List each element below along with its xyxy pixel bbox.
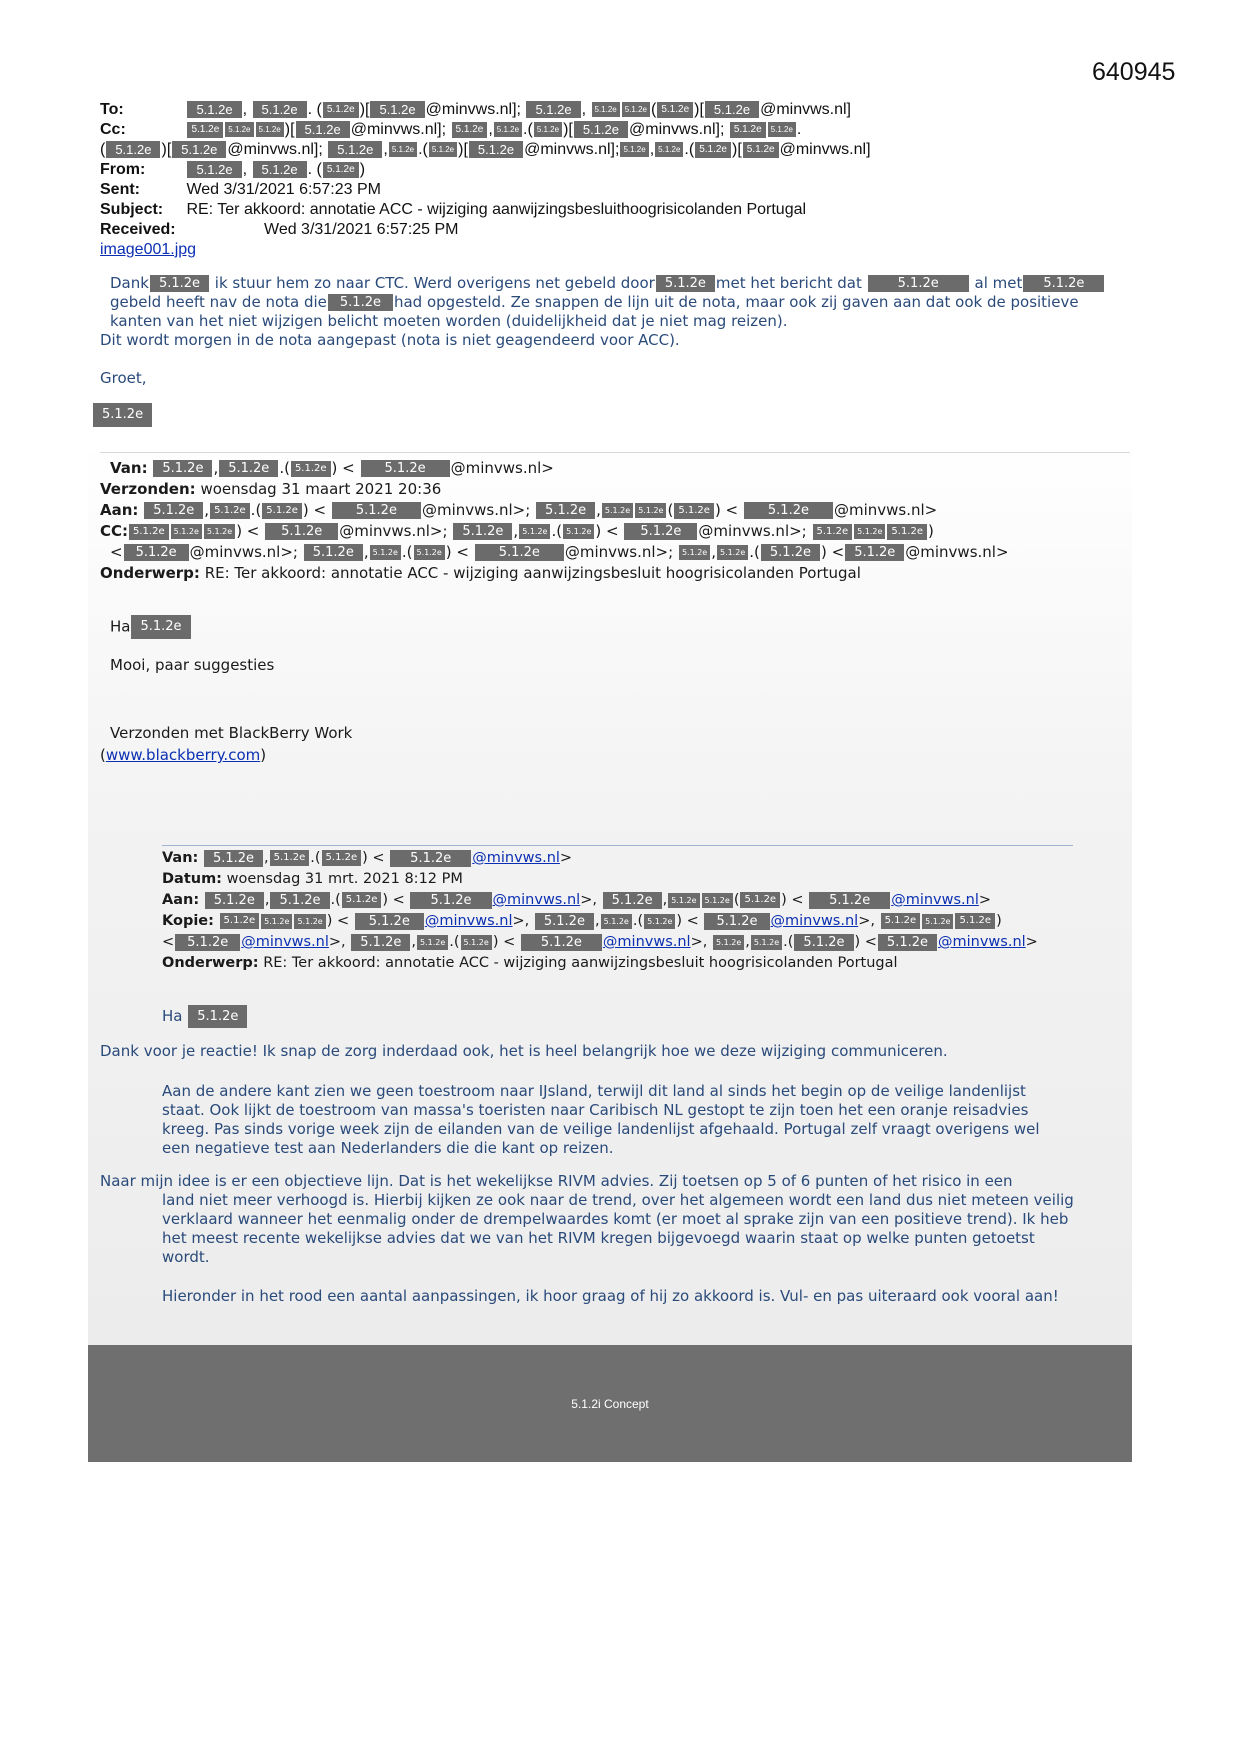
redaction: 5.1.2e (253, 101, 307, 118)
redaction: 5.1.2e (322, 850, 362, 866)
body-text: ik stuur hem zo naar CTC. Werd overigens net gebeld door (214, 274, 655, 292)
onderwerp-label: Onderwerp: (162, 955, 259, 971)
van-row: Van: 5.1.2e , 5.1.2e .( 5.1.2e ) < 5.1.2e @minvws.nl> (162, 850, 573, 866)
redaction: 5.1.2e (144, 502, 203, 519)
body-text: al met (974, 274, 1023, 292)
redaction: 5.1.2e (153, 460, 212, 477)
redaction: 5.1.2e (131, 615, 190, 639)
email-domain: @minvws.nl>; (698, 522, 807, 540)
redaction: 5.1.2e (150, 275, 209, 292)
email-domain: @minvws.nl> (905, 543, 1009, 561)
email3-paragraph (100, 1172, 1080, 1267)
redaction: 5.1.2e (713, 935, 744, 950)
email3-paragraph: Dank voor je reactie! Ik snap de zorg inderdaad ook, het is heel belangrijk hoe we deze wijziging communiceren. (100, 1042, 948, 1060)
redaction: 5.1.2e (809, 892, 890, 909)
redaction: 5.1.2e (187, 161, 241, 178)
received-label: Received: (100, 221, 176, 238)
redaction: 5.1.2e (794, 934, 853, 951)
redaction: 5.1.2e (494, 122, 522, 137)
subject-label: Subject: (100, 201, 164, 218)
redaction: 5.1.2e (854, 524, 885, 539)
redaction: 5.1.2e (878, 934, 937, 951)
redaction: 5.1.2e (93, 403, 152, 427)
redacted-attachment-block (88, 1345, 1132, 1462)
signature-redaction (92, 403, 1130, 427)
email3-paragraph: Aan de andere kant zien we geen toestroom naar IJsland, terwijl dit land al sinds het begin op de veilige landenlijst staat. Ook lijkt de toestroom van massa's toeristen naar Caribisch NL gestopt te zijn toen het een oranje reisadvies kreeg. Pas sinds vorige week zijn de eilanden van de veilige landenlijst afgehaald. Portugal zelf vraagt overigens wel een negatieve test aan Nederlanders die die kant op reizen. (162, 1082, 1040, 1157)
body-text: Ha (110, 617, 131, 636)
body-text: Ha (162, 1007, 183, 1025)
aan-row: Aan: 5.1.2e , 5.1.2e .( 5.1.2e ) < 5.1.2e @minvws.nl>, 5.1.2e , 5.1.2e 5.1.2e ( 5.1.2e ) < 5.1.2e @minvws.nl> (162, 892, 992, 908)
subject-value: RE: Ter akkoord: annotatie ACC - wijziging aanwijzingsbesluithoogrisicolanden Portugal (186, 201, 807, 218)
separator (162, 845, 1073, 846)
cc-label: CC: (100, 522, 129, 540)
signature-link-line (100, 745, 352, 766)
sent-label: Sent: (100, 181, 140, 198)
redaction: 5.1.2e (253, 161, 307, 178)
redaction: 5.1.2e (730, 122, 766, 138)
redaction: 5.1.2e (291, 461, 331, 477)
redaction: 5.1.2e (328, 294, 393, 311)
redaction: 5.1.2e (219, 460, 278, 477)
datum-label: Datum: (162, 871, 222, 887)
redaction: 5.1.2e (535, 913, 594, 930)
redaction: 5.1.2e (417, 935, 448, 950)
from-row: From: 5.1.2e , 5.1.2e . ( 5.1.2e ) (100, 161, 366, 178)
redaction: 5.1.2e (205, 892, 264, 909)
email2-header (100, 458, 1009, 584)
redaction: 5.1.2e (717, 545, 748, 560)
email-domain: @minvws.nl>; (339, 522, 448, 540)
to-label: To: (100, 101, 124, 118)
aan-row: Aan: 5.1.2e , 5.1.2e .( 5.1.2e ) < 5.1.2e @minvws.nl>; 5.1.2e , 5.1.2e 5.1.2e ( 5.1.2e ) < 5.1.2e @minvws.nl> (100, 501, 938, 519)
body-text: gebeld heeft nav de nota die (110, 293, 327, 311)
email1-paragraph: Dit wordt morgen in de nota aangepast (nota is niet geagendeerd voor ACC). (100, 331, 680, 349)
redaction: 5.1.2e (702, 893, 733, 908)
redaction: 5.1.2e (602, 503, 633, 518)
onderwerp-row (162, 953, 1038, 974)
redaction: 5.1.2e (668, 893, 699, 908)
signature-line: Verzonden met BlackBerry Work (110, 724, 353, 742)
redaction: 5.1.2e (106, 141, 160, 158)
cc-row-continued: < 5.1.2e @minvws.nl>; 5.1.2e , 5.1.2e .( 5.1.2e ) < 5.1.2e @minvws.nl>; 5.1.2e , 5.1.2e .( 5.1.2e ) < 5.1.2e @minvws.nl> (110, 543, 1009, 561)
body-text: met het bericht dat (715, 274, 862, 292)
paren: ( (100, 746, 106, 764)
email-link[interactable]: @minvws.nl (602, 934, 691, 950)
redaction: 5.1.2e (265, 523, 338, 540)
redaction: 5.1.2e (175, 934, 240, 951)
aan-label: Aan: (162, 892, 200, 908)
subject-row (100, 200, 871, 220)
redaction: 5.1.2e (881, 913, 921, 929)
body-line: Mooi, paar suggesties (110, 656, 275, 674)
email2-body (100, 615, 353, 766)
redaction: 5.1.2e (592, 102, 620, 117)
redaction: 5.1.2e (536, 502, 595, 519)
redaction: 5.1.2e (429, 142, 457, 157)
email-domain: @minvws.nl>; (564, 543, 674, 561)
received-row (100, 220, 871, 240)
redaction: 5.1.2e (761, 544, 820, 561)
attachment-link[interactable]: image001.jpg (100, 241, 197, 258)
attachment-row (100, 240, 871, 260)
redaction: 5.1.2e (521, 934, 602, 951)
body-text: Naar mijn idee is er een objectieve lijn. Dat is het wekelijkse RIVM advies. Zij toetsen op 5 of 6 punten of het risico in een (100, 1172, 1013, 1190)
redaction: 5.1.2e (390, 850, 471, 867)
redaction: 5.1.2e (603, 892, 662, 909)
redaction: 5.1.2e (469, 141, 523, 158)
email-link[interactable]: @minvws.nl (492, 892, 581, 908)
cc-label: Cc: (100, 121, 126, 138)
email-link[interactable]: @minvws.nl (891, 892, 979, 908)
redaction: 5.1.2e (370, 101, 424, 118)
redaction: 5.1.2e (813, 524, 853, 540)
redaction: 5.1.2e (256, 122, 284, 137)
email-domain: @minvws.nl]; (227, 141, 323, 158)
redaction: 5.1.2e (188, 1005, 247, 1028)
redaction: 5.1.2e (674, 503, 714, 519)
email-link[interactable]: @minvws.nl (770, 913, 859, 929)
redacted-attachment-label: 5.1.2i Concept (571, 1397, 649, 1411)
blackberry-link[interactable]: www.blackberry.com (105, 746, 261, 764)
redaction: 5.1.2e (370, 545, 401, 560)
van-row: Van: 5.1.2e , 5.1.2e .( 5.1.2e ) < 5.1.2e @minvws.nl> (110, 459, 554, 477)
redaction: 5.1.2e (705, 101, 759, 118)
email-domain: @minvws.nl> (833, 501, 938, 519)
redaction: 5.1.2e (414, 545, 445, 560)
cc-row: Cc: 5.1.2e 5.1.2e 5.1.2e )[ 5.1.2e @minvws.nl]; 5.1.2e , 5.1.2e .( 5.1.2e )[ 5.1.2e @minvws.nl]; 5.1.2e 5.1.2e . (100, 121, 802, 138)
email-link[interactable]: @minvws.nl (938, 934, 1026, 950)
redaction: 5.1.2e (624, 523, 697, 540)
redaction: 5.1.2e (187, 101, 241, 118)
redaction: 5.1.2e (740, 892, 780, 908)
redaction: 5.1.2e (389, 142, 417, 157)
redaction: 5.1.2e (328, 141, 382, 158)
redaction: 5.1.2e (695, 142, 731, 158)
redaction: 5.1.2e (461, 935, 492, 950)
email-domain: @minvws.nl]; (425, 101, 521, 118)
onderwerp-value: RE: Ter akkoord: annotatie ACC - wijziging aanwijzingsbesluit hoogrisicolanden Portugal (204, 564, 861, 582)
onderwerp-row (100, 563, 1009, 584)
to-row: To: 5.1.2e , 5.1.2e . ( 5.1.2e )[ 5.1.2e @minvws.nl]; 5.1.2e , 5.1.2e 5.1.2e ( 5.1.2e )[ 5.1.2e @minvws.nl] (100, 101, 851, 118)
redaction: 5.1.2e (644, 914, 675, 929)
redaction: 5.1.2e (519, 524, 550, 539)
redaction: 5.1.2e (210, 503, 250, 519)
redaction: 5.1.2e (563, 524, 594, 539)
kopie-label: Kopie: (162, 913, 214, 929)
greeting: Groet, (100, 369, 147, 387)
redaction: 5.1.2e (220, 913, 260, 929)
email-domain: @minvws.nl> (450, 459, 554, 477)
redaction: 5.1.2e (452, 122, 488, 138)
email-domain: @minvws.nl] (760, 101, 851, 118)
cc-row: CC: 5.1.2e 5.1.2e 5.1.2e ) < 5.1.2e @minvws.nl>; 5.1.2e , 5.1.2e .( 5.1.2e ) < 5.1.2e @minvws.nl>; 5.1.2e 5.1.2e 5.1.2e ) (100, 522, 934, 540)
datum-value: woensdag 31 mrt. 2021 8:12 PM (226, 871, 463, 887)
redaction: 5.1.2e (1023, 275, 1104, 292)
redaction: 5.1.2e (323, 162, 359, 178)
redaction: 5.1.2e (743, 142, 779, 158)
redaction: 5.1.2e (526, 101, 580, 118)
redaction: 5.1.2e (124, 544, 189, 561)
redaction: 5.1.2e (172, 141, 226, 158)
email-link[interactable]: @minvws.nl (241, 934, 329, 950)
verzonden-row (100, 479, 1009, 500)
email3-hi (162, 1005, 248, 1028)
document-number: 640945 (1092, 58, 1176, 86)
redaction: 5.1.2e (361, 460, 450, 477)
paren: ) (260, 746, 267, 764)
redaction: 5.1.2e (679, 545, 710, 560)
verzonden-label: Verzonden: (100, 480, 196, 498)
redaction: 5.1.2e (574, 121, 628, 138)
redaction: 5.1.2e (768, 122, 796, 137)
redaction: 5.1.2e (868, 275, 969, 292)
redaction: 5.1.2e (620, 142, 648, 157)
from-label: From: (100, 161, 146, 178)
email-link[interactable]: @minvws.nl (472, 850, 560, 866)
redaction: 5.1.2e (453, 523, 512, 540)
redaction: 5.1.2e (845, 544, 904, 561)
redaction: 5.1.2e (187, 122, 223, 138)
redaction: 5.1.2e (270, 892, 329, 909)
redaction: 5.1.2e (475, 544, 564, 561)
redaction: 5.1.2e (304, 544, 363, 561)
email-link[interactable]: @minvws.nl (424, 913, 513, 929)
redaction: 5.1.2e (751, 935, 782, 950)
redaction: 5.1.2e (204, 524, 235, 539)
redaction: 5.1.2e (655, 142, 683, 157)
email3-paragraph: Hieronder in het rood een aantal aanpassingen, ik hoor graag of hij zo akkoord is. Vul- en pas uiteraard ook vooral aan! (162, 1287, 1059, 1305)
body-text: kanten van het niet wijzigen belicht moeten worden (duidelijkheid dat je niet mag reizen). (110, 312, 788, 330)
redaction: 5.1.2e (534, 122, 562, 137)
redaction: 5.1.2e (887, 524, 927, 540)
onderwerp-value: RE: Ter akkoord: annotatie ACC - wijziging aanwijzingsbesluit hoogrisicolanden Portugal (263, 955, 898, 971)
redaction: 5.1.2e (355, 913, 424, 930)
redaction: 5.1.2e (410, 892, 491, 909)
sent-row (100, 180, 871, 200)
redaction: 5.1.2e (270, 850, 310, 866)
email3-header (162, 848, 1038, 974)
body-text: land niet meer verhoogd is. Hierbij kijken ze ook naar de trend, over het algemeen wordt een land dus niet meteen veilig verklaard wanneer het eenmalig onder de drempelwaardes komt (er moet al sprake zijn van een positieve trend). Ik heb het meest recente wekelijkse advies dat we van het RIVM kregen bijgevoegd waarin staat op welke punten getoetst wordt. (162, 1191, 1074, 1266)
cc-row-continued: ( 5.1.2e )[ 5.1.2e @minvws.nl]; 5.1.2e , 5.1.2e .( 5.1.2e )[ 5.1.2e @minvws.nl]; 5.1.2e , 5.1.2e .( 5.1.2e )[ 5.1.2e @minvws.nl] (100, 141, 871, 158)
redaction: 5.1.2e (171, 524, 202, 539)
redaction: 5.1.2e (744, 502, 833, 519)
email-domain: @minvws.nl]; (629, 121, 725, 138)
email-domain: @minvws.nl>; (421, 501, 531, 519)
redaction: 5.1.2e (296, 121, 350, 138)
email1-paragraph (100, 274, 1130, 331)
hi-line (110, 615, 352, 639)
redaction: 5.1.2e (657, 102, 693, 118)
redaction: 5.1.2e (225, 122, 253, 137)
body-text: had opgesteld. Ze snappen de lijn uit de nota, maar ook zij gaven aan dat ook de positieve (393, 293, 1079, 311)
redaction: 5.1.2e (351, 934, 410, 951)
redaction: 5.1.2e (262, 503, 302, 519)
email-domain: @minvws.nl]; (350, 121, 447, 138)
van-label: Van: (162, 850, 199, 866)
redaction: 5.1.2e (704, 913, 769, 930)
onderwerp-label: Onderwerp: (100, 564, 200, 582)
redaction: 5.1.2e (323, 102, 359, 118)
redaction: 5.1.2e (294, 914, 325, 929)
redaction: 5.1.2e (204, 850, 263, 867)
van-label: Van: (110, 459, 148, 477)
redaction: 5.1.2e (129, 524, 169, 540)
email-header (100, 100, 871, 260)
redaction: 5.1.2e (332, 502, 421, 519)
sent-value: Wed 3/31/2021 6:57:23 PM (186, 181, 381, 198)
verzonden-value: woensdag 31 maart 2021 20:36 (200, 480, 442, 498)
redaction: 5.1.2e (601, 914, 632, 929)
email-domain: @minvws.nl]; (524, 141, 620, 158)
redaction: 5.1.2e (955, 913, 995, 929)
redaction: 5.1.2e (342, 892, 382, 908)
redaction: 5.1.2e (656, 275, 715, 292)
kopie-row: Kopie: 5.1.2e 5.1.2e 5.1.2e ) < 5.1.2e @minvws.nl>, 5.1.2e , 5.1.2e .( 5.1.2e ) < 5.1.2e @minvws.nl>, 5.1.2e 5.1.2e 5.1.2e ) (162, 913, 1002, 929)
email1-body (100, 274, 1130, 427)
datum-row (162, 869, 1038, 890)
redaction: 5.1.2e (622, 102, 650, 117)
aan-label: Aan: (100, 501, 139, 519)
kopie-row-continued: < 5.1.2e @minvws.nl>, 5.1.2e , 5.1.2e .( 5.1.2e ) < 5.1.2e @minvws.nl>, 5.1.2e , 5.1.2e .( 5.1.2e ) < 5.1.2e @minvws.nl> (162, 934, 1038, 950)
email-domain: @minvws.nl] (779, 141, 871, 158)
redaction: 5.1.2e (922, 914, 953, 929)
redaction: 5.1.2e (261, 914, 292, 929)
separator (100, 452, 1130, 453)
email-domain: @minvws.nl>; (189, 543, 298, 561)
received-value: Wed 3/31/2021 6:57:25 PM (264, 221, 459, 238)
body-text: Dank (110, 274, 149, 292)
redaction: 5.1.2e (635, 503, 666, 518)
